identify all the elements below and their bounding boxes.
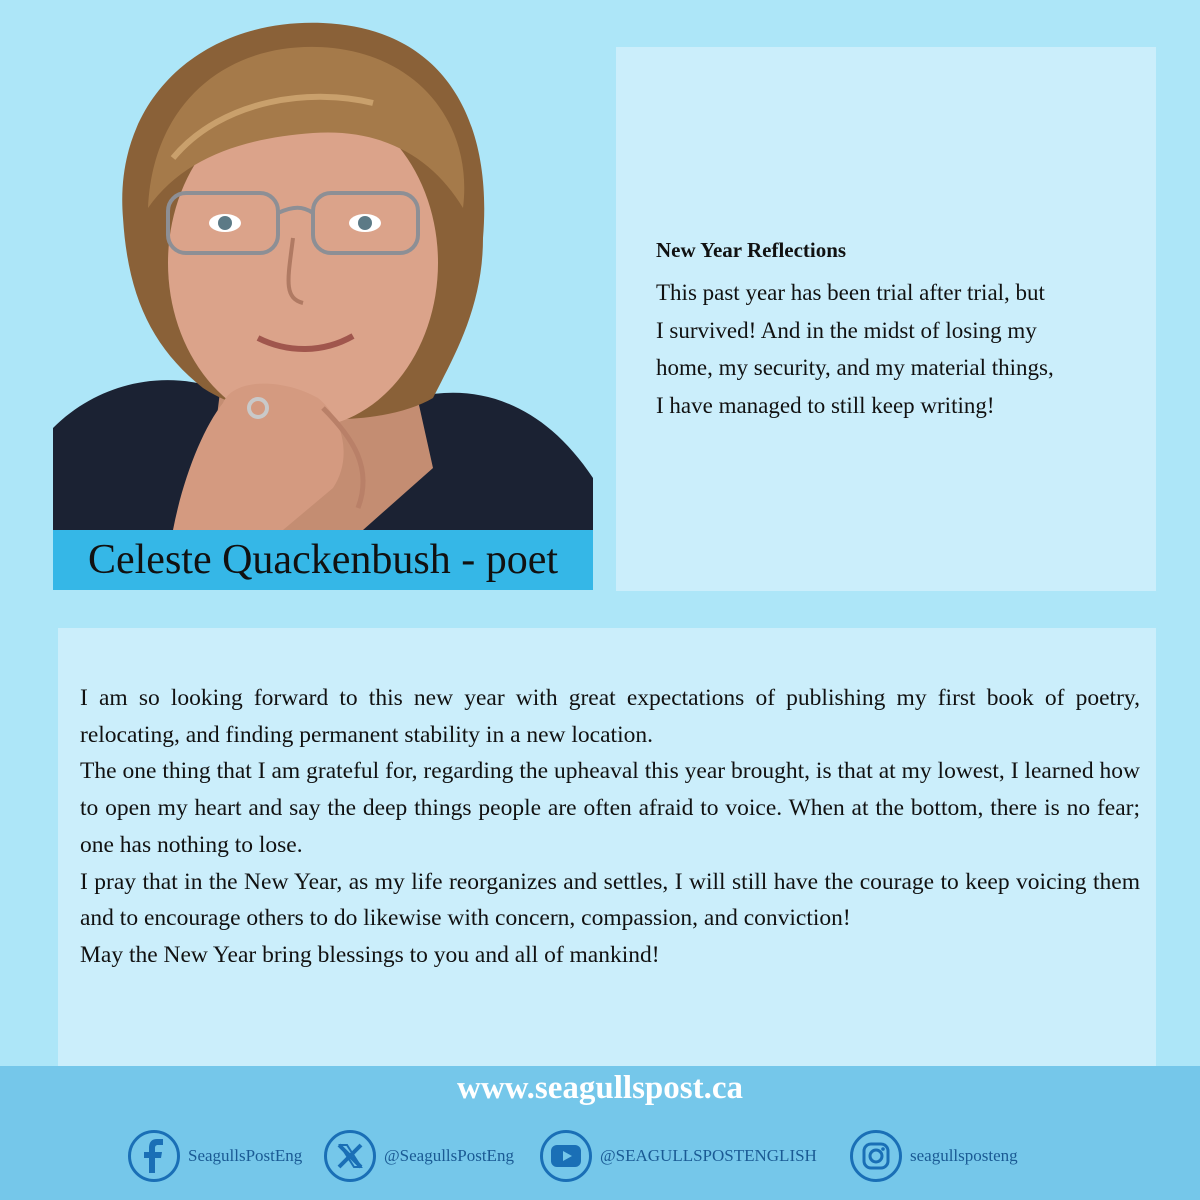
youtube-handle: @SEAGULLSPOSTENGLISH	[600, 1146, 817, 1165]
message-panel	[58, 628, 1156, 1066]
social-x[interactable]	[324, 1128, 514, 1184]
youtube-icon	[540, 1130, 592, 1182]
instagram-handle: seagullsposteng	[910, 1146, 1018, 1165]
message-paragraph: I pray that in the New Year, as my life reorganizes and settles, I will still have the courage to keep voicing them and to encourage others to do likewise with concern, compassion, and conviction!	[80, 868, 1140, 932]
instagram-icon	[850, 1130, 902, 1182]
message-paragraph: May the New Year bring blessings to you and all of mankind!	[80, 941, 660, 968]
reflection-text	[656, 274, 1126, 424]
reflection-panel	[616, 47, 1156, 591]
reflection-line: This past year has been trial after trial, but	[656, 280, 1045, 305]
message-paragraph: The one thing that I am grateful for, regarding the upheaval this year brought, is that at my lowest, I learned how to open my heart and say the deep things people are often afraid to voice. When at the bottom, there is no fear; one has nothing to lose.	[80, 758, 1140, 858]
reflection-title: New Year Reflections	[656, 238, 847, 262]
poet-name-banner: Celeste Quackenbush - poet	[53, 530, 593, 590]
reflection-line: I survived! And in the midst of losing my	[656, 317, 1037, 343]
message-text	[80, 680, 1140, 974]
social-facebook[interactable]	[128, 1128, 302, 1184]
facebook-handle: SeagullsPostEng	[188, 1146, 303, 1165]
reflection-line: home, my security, and my material things,	[656, 355, 1054, 380]
social-youtube[interactable]	[540, 1128, 817, 1184]
reflection-line: I have managed to still keep writing!	[656, 392, 995, 418]
x-icon	[324, 1130, 376, 1182]
poet-portrait	[53, 8, 593, 530]
social-instagram[interactable]	[850, 1128, 1018, 1184]
message-paragraph: I am so looking forward to this new year with great expectations of publishing my first book of poetry, relocating, and finding permanent stability in a new location.	[80, 685, 1140, 748]
website-link[interactable]: www.seagullspost.ca	[456, 1070, 744, 1106]
x-handle: @SeagullsPostEng	[384, 1146, 514, 1165]
facebook-icon	[128, 1130, 180, 1182]
